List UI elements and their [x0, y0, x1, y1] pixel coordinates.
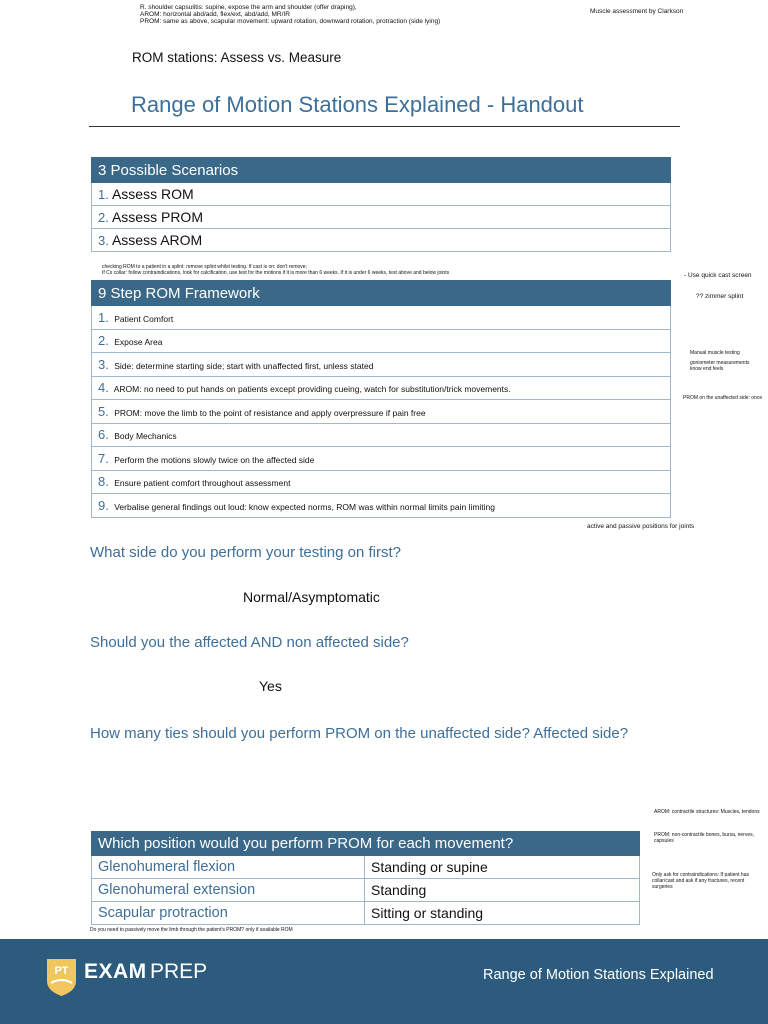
header-right-note: Muscle assessment by Clarkson	[590, 8, 684, 15]
framework-row	[92, 423, 671, 447]
goniometer-note: goniometer measurements	[690, 360, 750, 366]
question-both-sides: Should you the affected AND non affected side?	[90, 634, 409, 651]
logo-badge-text: PT	[54, 965, 69, 977]
prom-note: PROM: non-contractile bones, bursa, nerves, capsules	[654, 832, 755, 844]
positions-table	[91, 831, 640, 925]
row-number: 3.	[98, 356, 109, 372]
framework-row	[92, 376, 671, 400]
framework-row	[92, 447, 671, 471]
bottom-note: Do you need to passively move the limb through the patient's PROM? only if available ROM	[90, 927, 293, 933]
header-note: R. shoulder capsulitis: supine, expose the arm and shoulder (offer draping),	[140, 4, 357, 11]
header-note: AROM: horizontal abd/add, flex/ext, abd/add, MR/IR	[140, 11, 290, 18]
framework-row	[92, 470, 671, 494]
scenario-row	[92, 183, 671, 206]
row-text: Patient Comfort	[114, 313, 174, 324]
row-text: PROM: move the limb to the point of resistance and apply overpressure if pain free	[114, 407, 426, 418]
framework-header: 9 Step ROM Framework	[92, 281, 671, 306]
scenario-row	[92, 206, 671, 229]
row-text: Side: determine starting side; start with unaffected first, unless stated	[114, 360, 374, 371]
row-text: Ensure patient comfort throughout assessment	[114, 478, 291, 489]
brand-exam: EXAM	[84, 960, 147, 983]
row-number: 9.	[98, 497, 109, 513]
framework-row	[92, 329, 671, 353]
row-number: 4.	[98, 380, 109, 396]
question-first-side: What side do you perform your testing on first?	[90, 544, 401, 561]
row-number: 5.	[98, 403, 109, 419]
framework-row	[92, 306, 671, 330]
cast-note: - Use quick cast screen	[684, 272, 752, 279]
row-number: 6.	[98, 427, 109, 443]
row-number: 2.	[98, 333, 109, 349]
page-title: Range of Motion Stations Explained - Handout	[131, 92, 584, 117]
positions-note: active and passive positions for joints	[587, 523, 695, 530]
row-text: Assess AROM	[111, 232, 203, 248]
question-prom-times: How many ties should you perform PROM on the unaffected side? Affected side?	[90, 725, 629, 742]
header-notes	[140, 4, 580, 25]
subtitle: ROM stations: Assess vs. Measure	[132, 50, 342, 65]
row-number: 1.	[98, 309, 109, 325]
position-cell: Standing or supine	[365, 856, 640, 879]
row-number: 8.	[98, 474, 109, 490]
row-number: 3.	[98, 233, 109, 248]
movement-cell: Glenohumeral flexion	[92, 856, 365, 879]
movement-cell: Glenohumeral extension	[92, 879, 365, 902]
header-note: PROM: same as above, scapular movement: upward rotation, downward rotation, protraction (side lying)	[140, 18, 441, 25]
zimmer-note: ?? zimmer splint	[696, 293, 744, 300]
framework-row	[92, 494, 671, 518]
position-cell: Sitting or standing	[365, 902, 640, 925]
row-text: Assess PROM	[111, 209, 203, 225]
positions-header: Which position would you perform PROM for each movement?	[92, 832, 640, 856]
row-number: 2.	[98, 210, 109, 225]
row-text: Perform the motions slowly twice on the affected side	[114, 454, 315, 465]
scenarios-header: 3 Possible Scenarios	[92, 158, 671, 183]
row-text: Expose Area	[114, 337, 163, 348]
row-text: Assess ROM	[111, 186, 194, 202]
row-text: Body Mechanics	[114, 431, 177, 442]
scenarios-table	[91, 157, 671, 252]
brand-prep: PREP	[150, 960, 208, 983]
row-number: 1.	[98, 187, 109, 202]
manual-note: Manual muscle testing	[690, 350, 740, 356]
footer-title: Range of Motion Stations Explained	[483, 967, 714, 983]
arom-note: AROM: contractile structures: Muscles, tendons	[654, 809, 760, 815]
collar-note: If Cx collar: follow contraindications, look for calcification, use test for the motions if it is more than 6 weeks. If it is under 6 weeks, test above and below joints	[102, 270, 450, 276]
row-number: 7.	[98, 450, 109, 466]
title-divider	[89, 126, 680, 127]
answer-both-sides: Yes	[259, 678, 282, 694]
movement-cell: Scapular protraction	[92, 902, 365, 925]
splint-note: checking ROM to a patient in a splint: remove splint whilst testing. If cast is on: don't remove;	[102, 264, 307, 270]
row-text: Verbalise general findings out loud: know expected norms, ROM was within normal limits pain limiting	[114, 501, 496, 512]
end-feels-note: know end feels	[690, 366, 724, 372]
framework-table	[91, 280, 671, 518]
scenario-row	[92, 229, 671, 252]
position-cell: Standing	[365, 879, 640, 902]
row-text: AROM: no need to put hands on patients except providing cueing, watch for substitution/trick movements.	[113, 384, 511, 395]
framework-row	[92, 353, 671, 377]
contraindications-note: Only ask for contraindications: If patient has collar/cast and ask if any fractures, recent surgeries	[652, 872, 749, 890]
framework-row	[92, 400, 671, 424]
prom-unaffected-note: PROM on the unaffected side: once	[683, 395, 763, 401]
answer-first-side: Normal/Asymptomatic	[243, 589, 380, 605]
shield-logo-icon	[45, 957, 78, 997]
